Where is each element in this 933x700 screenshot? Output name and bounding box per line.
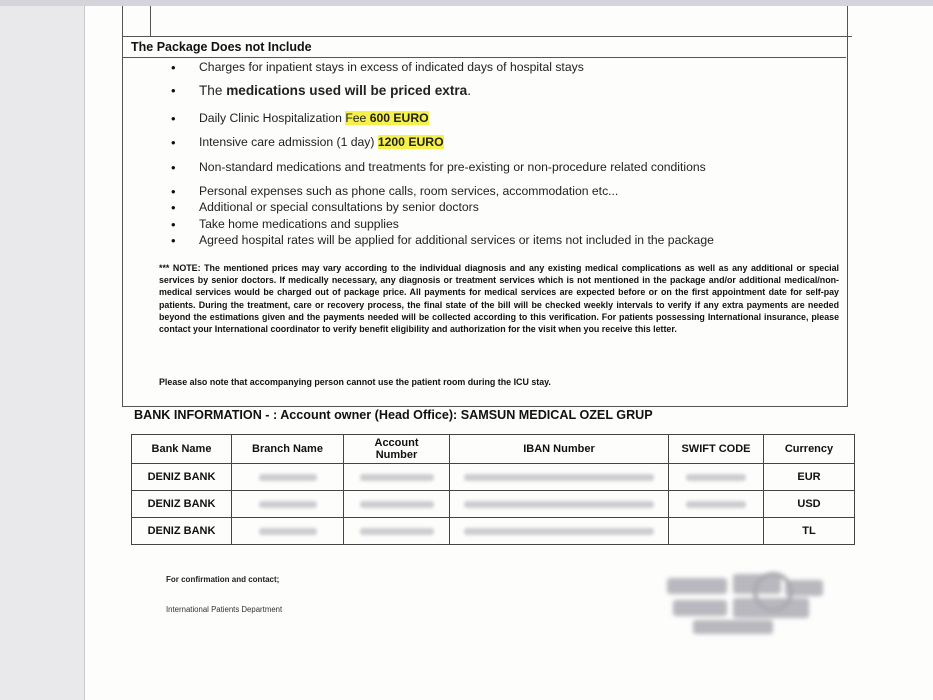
redacted-cell [450,491,669,518]
bank-name-cell: DENIZ BANK [132,464,232,491]
redacted-cell [344,518,450,545]
table-divider [150,6,151,36]
list-item: • Personal expenses such as phone calls, room services, accommodation etc... [173,184,592,198]
list-item: • Daily Clinic Hospitalization Fee 600 EURO [173,111,403,125]
redacted-cell [232,491,344,518]
column-header: Bank Name [132,435,232,464]
bank-info-heading: BANK INFORMATION - : Account owner (Head Office): SAMSUN MEDICAL OZEL GRUP [134,408,653,422]
list-item: • Charges for inpatient stays in excess of indicated days of hospital stays [173,60,558,74]
icu-note: Please also note that accompanying person cannot use the patient room during the ICU stay. [159,377,551,387]
table-row [132,518,855,545]
table-divider [122,57,846,58]
column-header: Branch Name [232,435,344,464]
column-header: SWIFT CODE [669,435,764,464]
list-item: • Additional or special consultations by senior doctors [173,200,453,214]
currency-cell: TL [764,518,855,545]
redacted-cell [450,464,669,491]
excluded-section-title: The Package Does not Include [131,40,312,54]
list-item: • Non-standard medications and treatments for pre-existing or non-procedure related conditions [173,160,680,174]
table-divider [122,36,852,37]
blurred-signature-stamp [663,566,828,640]
currency-cell: USD [764,491,855,518]
column-header: Account Number [344,435,450,464]
list-item: • Intensive care admission (1 day) 1200 EURO [173,135,418,149]
redacted-cell [232,464,344,491]
empty-cell [669,518,764,545]
price-note: *** NOTE: The mentioned prices may vary according to the individual diagnosis and any existing medical complications as well as any additional or special services by senior doctors. If medically necessary, any diagnosis or treatment services which is not mentioned in the package and/or additional medical/non-medical services would be charged out of package price. All payments for medical services are expected before or on the first appointment date for self-pay patients. During the treatment, care or recovery process, the final state of the bill will be checked weekly intervals to verify if any extra payments are needed beyond the estimations given and the payments needed will be collected according to this verification. For patients possessing International insurance, please contact your International coordinator to verify benefit eligibility and authorization for the visit when you receive this letter. [159,263,839,335]
list-item: • The medications used will be priced extra. [173,83,445,98]
bank-table [131,434,855,545]
redacted-cell [344,464,450,491]
redacted-cell [669,464,764,491]
document-page [84,6,933,700]
bank-name-cell: DENIZ BANK [132,518,232,545]
column-header: IBAN Number [450,435,669,464]
list-item: • Agreed hospital rates will be applied for additional services or items not included in the package [173,233,688,247]
redacted-cell [669,491,764,518]
redacted-cell [232,518,344,545]
table-row [132,464,855,491]
redacted-cell [450,518,669,545]
table-row [132,491,855,518]
list-item: • Take home medications and supplies [173,217,373,231]
bank-name-cell: DENIZ BANK [132,491,232,518]
highlighted-price: 1200 EURO [377,135,444,149]
department-name: International Patients Department [166,605,283,614]
confirmation-text: For confirmation and contact; [166,575,280,584]
currency-cell: EUR [764,464,855,491]
table-header-row [132,435,855,464]
column-header: Currency [764,435,855,464]
redacted-cell [344,491,450,518]
highlighted-price: Fee 600 EURO [345,111,429,125]
